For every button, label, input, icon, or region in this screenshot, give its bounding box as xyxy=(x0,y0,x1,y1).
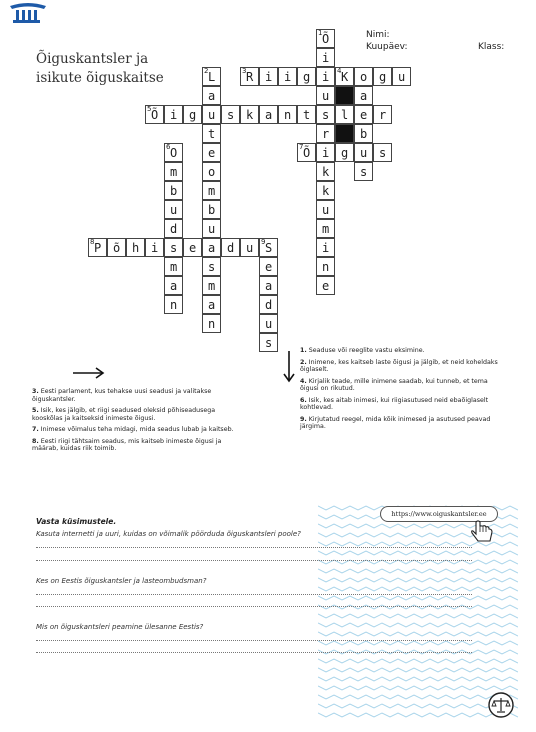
crossword-cell[interactable] xyxy=(164,181,183,200)
question-2: Kes on Eestis õiguskantsler ja lasteombudsman? xyxy=(36,577,207,585)
crossword-cell[interactable] xyxy=(164,295,183,314)
crossword-cell[interactable] xyxy=(354,86,373,105)
cell-letter: k xyxy=(246,108,254,122)
answer-line[interactable] xyxy=(36,606,472,607)
crossword-cell[interactable] xyxy=(354,124,373,143)
answer-line[interactable] xyxy=(36,640,472,641)
cell-letter: K xyxy=(341,70,349,84)
title-line-2: isikute õiguskaitse xyxy=(36,70,164,86)
crossword-cell[interactable] xyxy=(354,105,373,124)
crossword-cell[interactable] xyxy=(164,200,183,219)
cell-letter: i xyxy=(322,241,330,255)
crossword-cell[interactable] xyxy=(354,67,373,86)
clues-down xyxy=(300,347,500,435)
crossword-cell[interactable] xyxy=(335,143,354,162)
crossword-cell[interactable] xyxy=(202,314,221,333)
cell-letter: a xyxy=(265,279,273,293)
crossword-cell[interactable] xyxy=(297,105,316,124)
crossword-cell[interactable] xyxy=(259,67,278,86)
title-line-1: Õiguskantsler ja xyxy=(36,51,149,67)
answer-line[interactable] xyxy=(36,560,472,561)
cell-letter: u xyxy=(170,203,178,217)
clue-across-item: 3. Eesti parlament, kus tehakse uusi seadusi ja valitakse õiguskantsler. xyxy=(32,388,212,403)
crossword-black-cell xyxy=(335,86,354,105)
cell-letter: n xyxy=(284,108,292,122)
cell-letter: m xyxy=(322,222,330,236)
name-label: Nimi: xyxy=(366,30,390,40)
crossword-cell[interactable] xyxy=(240,67,259,86)
date-label: Kuupäev: xyxy=(366,42,408,52)
cell-letter: k xyxy=(322,165,330,179)
cell-letter: i xyxy=(265,70,273,84)
crossword-cell[interactable] xyxy=(164,105,183,124)
clue-down-item: 6. Isik, kes aitab inimesi, kui riigiasutused neid ebaõiglaselt kohtlevad. xyxy=(300,396,489,411)
cell-letter: i xyxy=(322,146,330,160)
cell-letter: m xyxy=(170,260,178,274)
cell-letter: u xyxy=(360,146,368,160)
cell-letter: g xyxy=(303,70,311,84)
crossword-cell[interactable] xyxy=(354,143,373,162)
cell-letter: S xyxy=(265,241,273,255)
cell-letter: s xyxy=(265,336,273,350)
cell-letter: a xyxy=(208,298,216,312)
class-label: Klass: xyxy=(478,42,505,52)
scales-badge-icon xyxy=(488,692,514,718)
clue-down-item: 2. Inimene, kes kaitseb laste õigusi ja jälgib, et neid koheldaks õiglaselt. xyxy=(300,358,498,373)
cell-letter: d xyxy=(265,298,273,312)
cell-letter: e xyxy=(360,108,368,122)
cell-letter: r xyxy=(379,108,387,122)
clue-number: 3 xyxy=(242,67,247,75)
crossword-cell[interactable] xyxy=(259,333,278,352)
crossword-cell[interactable] xyxy=(183,238,202,257)
clue-across-item: 8. Eesti riigi tähtsaim seadus, mis kaitseb inimeste õigusi ja määrab, kuidas riik toimib. xyxy=(32,437,222,452)
cell-letter: u xyxy=(208,222,216,236)
crossword-cell[interactable] xyxy=(202,238,221,257)
crossword-cell[interactable] xyxy=(373,143,392,162)
cell-letter: s xyxy=(170,241,178,255)
cell-letter: n xyxy=(170,298,178,312)
cell-letter: i xyxy=(170,108,178,122)
answer-line[interactable] xyxy=(36,594,472,595)
crossword-cell[interactable] xyxy=(202,219,221,238)
crossword-cell[interactable] xyxy=(164,162,183,181)
crossword-cell[interactable] xyxy=(183,105,202,124)
crossword-cell[interactable] xyxy=(164,238,183,257)
crossword-cell[interactable] xyxy=(297,143,316,162)
cell-letter: o xyxy=(208,165,216,179)
clue-across-item: 5. Isik, kes jälgib, et riigi seadused oleksid põhiseadusega kooskõlas ja kaitseksid inimeste õigusi. xyxy=(32,407,216,422)
cell-letter: r xyxy=(322,127,330,141)
crossword-cell[interactable] xyxy=(202,295,221,314)
column-logo-icon xyxy=(8,2,48,24)
crossword-cell[interactable] xyxy=(316,124,335,143)
crossword-cell[interactable] xyxy=(164,257,183,276)
crossword-cell[interactable] xyxy=(316,181,335,200)
crossword-cell[interactable] xyxy=(316,276,335,295)
clue-number: 6 xyxy=(166,143,171,151)
cell-letter: e xyxy=(189,241,197,255)
clue-across-item: 7. Inimese võimalus teha midagi, mida seadus lubab ja kaitseb. xyxy=(32,426,234,433)
crossword-cell[interactable] xyxy=(335,105,354,124)
crossword-cell[interactable] xyxy=(316,257,335,276)
clue-down-item: 9. Kirjutatud reegel, mida kõik inimesed ja asutused peavad järgima. xyxy=(300,415,491,430)
crossword-cell[interactable] xyxy=(240,238,259,257)
crossword-cell[interactable] xyxy=(164,276,183,295)
cell-letter: Õ xyxy=(303,146,311,160)
crossword-cell[interactable] xyxy=(202,105,221,124)
cell-letter: g xyxy=(189,108,197,122)
cell-letter: u xyxy=(208,108,216,122)
cell-letter: s xyxy=(208,260,216,274)
crossword-cell[interactable] xyxy=(164,143,183,162)
crossword-cell[interactable] xyxy=(316,219,335,238)
cell-letter: a xyxy=(208,241,216,255)
crossword-cell[interactable] xyxy=(164,219,183,238)
cell-letter: l xyxy=(341,108,349,122)
link-badge[interactable]: https://www.oiguskantsler.ee xyxy=(380,506,498,522)
cell-letter: R xyxy=(246,70,254,84)
cell-letter: a xyxy=(360,89,368,103)
cell-letter: u xyxy=(398,70,406,84)
cell-letter: Õ xyxy=(151,108,159,122)
cell-letter: s xyxy=(379,146,387,160)
question-3: Mis on õiguskantsleri peamine ülesanne Eestis? xyxy=(36,623,204,631)
cell-letter: a xyxy=(208,89,216,103)
cell-letter: g xyxy=(379,70,387,84)
cell-letter: Õ xyxy=(322,32,330,46)
answer-line[interactable] xyxy=(36,547,472,548)
clue-number: 7 xyxy=(299,143,304,151)
question-1: Kasuta internetti ja uuri, kuidas on võimalik pöörduda õiguskantsleri poole? xyxy=(36,530,301,538)
cell-letter: L xyxy=(208,70,216,84)
crossword-cell[interactable] xyxy=(88,238,107,257)
crossword-cell[interactable] xyxy=(202,162,221,181)
crossword-cell[interactable] xyxy=(316,238,335,257)
clue-number: 1 xyxy=(318,29,323,37)
cell-letter: d xyxy=(227,241,235,255)
cell-letter: e xyxy=(208,146,216,160)
arrow-down-icon xyxy=(282,350,296,384)
crossword-cell[interactable] xyxy=(354,162,373,181)
crossword-cell[interactable] xyxy=(202,200,221,219)
crossword-cell[interactable] xyxy=(316,29,335,48)
cell-letter: u xyxy=(265,317,273,331)
cell-letter: u xyxy=(246,241,254,255)
cell-letter: d xyxy=(170,222,178,236)
crossword-cell[interactable] xyxy=(202,276,221,295)
crossword-cell[interactable] xyxy=(145,105,164,124)
crossword-cell[interactable] xyxy=(202,143,221,162)
clues-across xyxy=(32,388,242,457)
crossword-cell[interactable] xyxy=(316,200,335,219)
crossword-cell[interactable] xyxy=(373,105,392,124)
cell-letter: u xyxy=(322,203,330,217)
cell-letter: a xyxy=(265,108,273,122)
crossword-cell[interactable] xyxy=(316,48,335,67)
crossword-cell[interactable] xyxy=(202,181,221,200)
cell-letter: m xyxy=(208,279,216,293)
clue-number: 4 xyxy=(337,67,342,75)
arrow-right-icon xyxy=(72,366,106,380)
cell-letter: O xyxy=(170,146,178,160)
cell-letter: t xyxy=(208,127,216,141)
cell-letter: i xyxy=(284,70,292,84)
crossword-cell[interactable] xyxy=(145,238,164,257)
crossword-cell[interactable] xyxy=(297,67,316,86)
cell-letter: i xyxy=(322,51,330,65)
cell-letter: õ xyxy=(113,241,121,255)
cell-letter: s xyxy=(227,108,235,122)
cell-letter: b xyxy=(170,184,178,198)
crossword-cell[interactable] xyxy=(259,276,278,295)
crossword-cell[interactable] xyxy=(278,105,297,124)
cell-letter: a xyxy=(170,279,178,293)
clue-number: 5 xyxy=(147,105,152,113)
crossword-cell[interactable] xyxy=(335,67,354,86)
crossword-cell[interactable] xyxy=(259,105,278,124)
crossword-cell[interactable] xyxy=(202,257,221,276)
crossword-cell[interactable] xyxy=(259,257,278,276)
cell-letter: h xyxy=(132,241,140,255)
crossword-cell[interactable] xyxy=(107,238,126,257)
clue-number: 2 xyxy=(204,67,209,75)
cell-letter: o xyxy=(360,70,368,84)
crossword-cell[interactable] xyxy=(373,67,392,86)
crossword-cell[interactable] xyxy=(392,67,411,86)
hand-pointer-icon xyxy=(470,518,498,544)
clue-down-item: 1. Seaduse või reeglite vastu eksimine. xyxy=(300,347,425,354)
crossword-cell[interactable] xyxy=(316,162,335,181)
crossword-cell[interactable] xyxy=(240,105,259,124)
crossword-cell[interactable] xyxy=(221,238,240,257)
crossword-cell[interactable] xyxy=(202,67,221,86)
cell-letter: P xyxy=(94,241,102,255)
clue-number: 8 xyxy=(90,238,95,246)
answer-line[interactable] xyxy=(36,652,472,653)
crossword-cell[interactable] xyxy=(316,105,335,124)
crossword-cell[interactable] xyxy=(202,86,221,105)
crossword-cell[interactable] xyxy=(278,67,297,86)
cell-letter: n xyxy=(208,317,216,331)
cell-letter: b xyxy=(208,203,216,217)
crossword-cell[interactable] xyxy=(202,124,221,143)
crossword-cell[interactable] xyxy=(126,238,145,257)
crossword-cell[interactable] xyxy=(316,86,335,105)
crossword-cell[interactable] xyxy=(259,238,278,257)
cell-letter: i xyxy=(151,241,159,255)
cell-letter: k xyxy=(322,184,330,198)
cell-letter: g xyxy=(341,146,349,160)
crossword-cell[interactable] xyxy=(259,295,278,314)
cell-letter: s xyxy=(322,108,330,122)
cell-letter: b xyxy=(360,127,368,141)
crossword-black-cell xyxy=(335,124,354,143)
clue-down-item: 4. Kirjalik teade, mille inimene saadab, kui tunneb, et tema õigusi on rikutud. xyxy=(300,377,488,392)
cell-letter: e xyxy=(265,260,273,274)
crossword-cell[interactable] xyxy=(221,105,240,124)
cell-letter: t xyxy=(303,108,311,122)
cell-letter: u xyxy=(322,89,330,103)
questions-heading: Vasta küsimustele. xyxy=(36,517,117,526)
cell-letter: s xyxy=(360,165,368,179)
cell-letter: e xyxy=(322,279,330,293)
crossword-cell[interactable] xyxy=(259,314,278,333)
crossword-cell[interactable] xyxy=(316,67,335,86)
cell-letter: i xyxy=(322,70,330,84)
cell-letter: n xyxy=(322,260,330,274)
worksheet-title xyxy=(36,50,164,88)
clue-number: 9 xyxy=(261,238,266,246)
cell-letter: m xyxy=(208,184,216,198)
crossword-cell[interactable] xyxy=(316,143,335,162)
cell-letter: m xyxy=(170,165,178,179)
